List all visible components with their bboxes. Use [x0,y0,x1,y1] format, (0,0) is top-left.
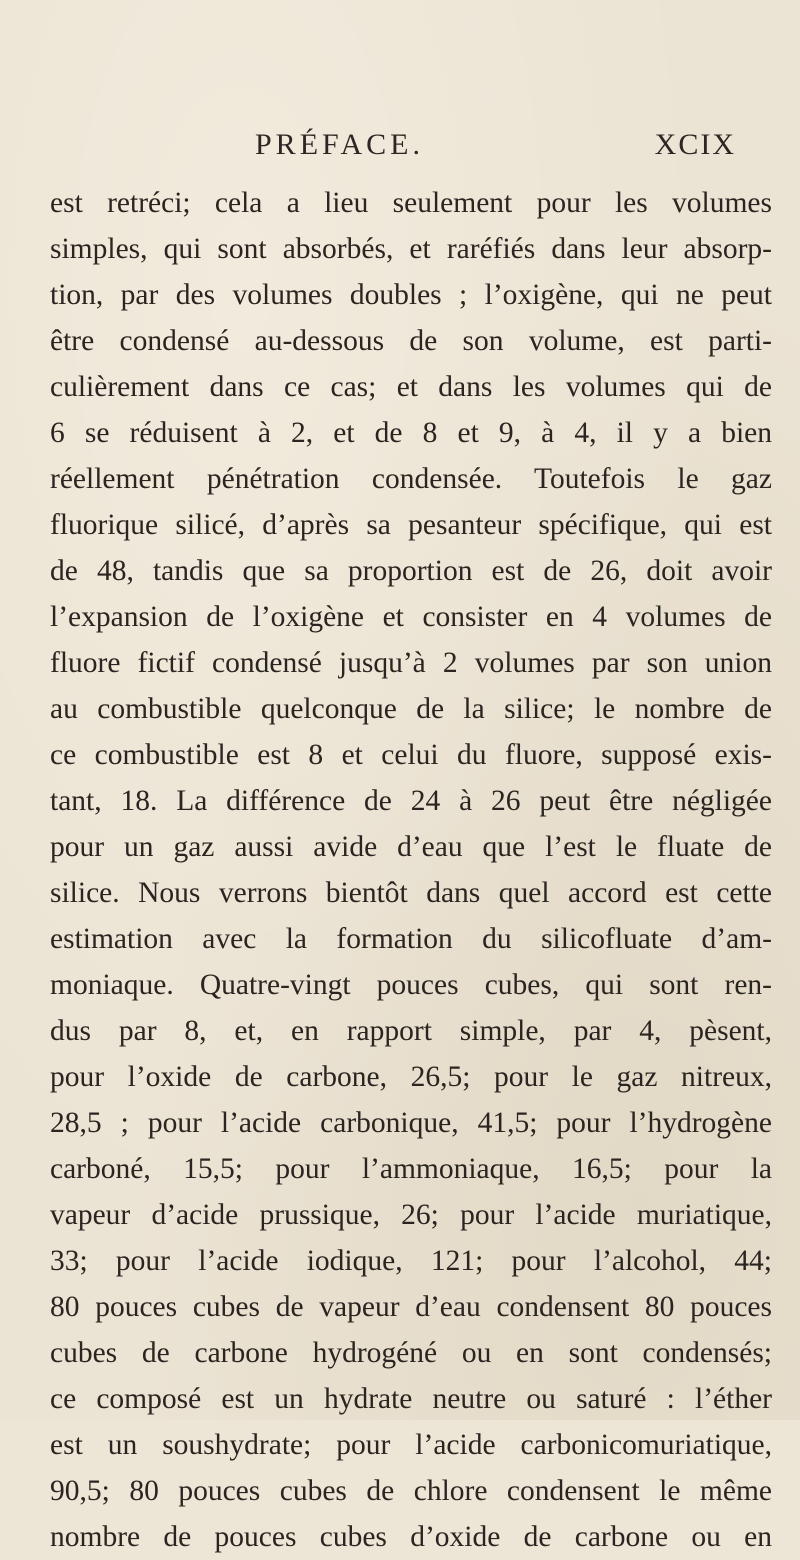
text-line: 80 pouces cubes de vapeur d’eau condensent 80 pouces [50,1291,772,1323]
text-line: être condensé au-dessous de son volume, est parti- [50,325,772,357]
text-line: pour l’oxide de carbone, 26,5; pour le gaz nitreux, [50,1061,772,1093]
text-line: l’expansion de l’oxigène et consister en 4 volumes de [50,601,772,633]
text-line: nombre de pouces cubes d’oxide de carbone ou en [50,1521,772,1553]
text-line: est retréci; cela a lieu seulement pour les volumes [50,187,772,219]
text-line: simples, qui sont absorbés, et raréfiés dans leur absorp- [50,233,772,265]
running-title: PRÉFACE. [255,128,424,161]
text-line: au combustible quelconque de la silice; le nombre de [50,693,772,725]
page-number: XCIX [654,128,736,161]
text-line: silice. Nous verrons bientôt dans quel accord est cette [50,877,772,909]
text-line: moniaque. Quatre-vingt pouces cubes, qui sont ren- [50,969,772,1001]
text-line: vapeur d’acide prussique, 26; pour l’acide muriatique, [50,1199,772,1231]
running-head [0,128,800,168]
text-line: cubes de carbone hydrogéné ou en sont condensés; [50,1337,772,1369]
text-line: estimation avec la formation du silicofluate d’am- [50,923,772,955]
text-line: 33; pour l’acide iodique, 121; pour l’alcohol, 44; [50,1245,772,1277]
text-line: réellement pénétration condensée. Toutefois le gaz [50,463,772,495]
text-line: fluorique silicé, d’après sa pesanteur spécifique, qui est [50,509,772,541]
text-line: carboné, 15,5; pour l’ammoniaque, 16,5; pour la [50,1153,772,1185]
text-line: est un soushydrate; pour l’acide carbonicomuriatique, [50,1429,772,1461]
text-line: dus par 8, et, en rapport simple, par 4, pèsent, [50,1015,772,1047]
text-line: pour un gaz aussi avide d’eau que l’est le fluate de [50,831,772,863]
body-text [50,180,772,1560]
text-line: tion, par des volumes doubles ; l’oxigène, qui ne peut [50,279,772,311]
text-line: de 48, tandis que sa proportion est de 26, doit avoir [50,555,772,587]
text-line: fluore fictif condensé jusqu’à 2 volumes par son union [50,647,772,679]
text-line: tant, 18. La différence de 24 à 26 peut être négligée [50,785,772,817]
text-line: 90,5; 80 pouces cubes de chlore condensent le même [50,1475,772,1507]
text-line: culièrement dans ce cas; et dans les volumes qui de [50,371,772,403]
text-line: ce combustible est 8 et celui du fluore, supposé exis- [50,739,772,771]
text-line: ce composé est un hydrate neutre ou saturé : l’éther [50,1383,772,1415]
text-line: 28,5 ; pour l’acide carbonique, 41,5; pour l’hydrogène [50,1107,772,1139]
text-line: 6 se réduisent à 2, et de 8 et 9, à 4, il y a bien [50,417,772,449]
